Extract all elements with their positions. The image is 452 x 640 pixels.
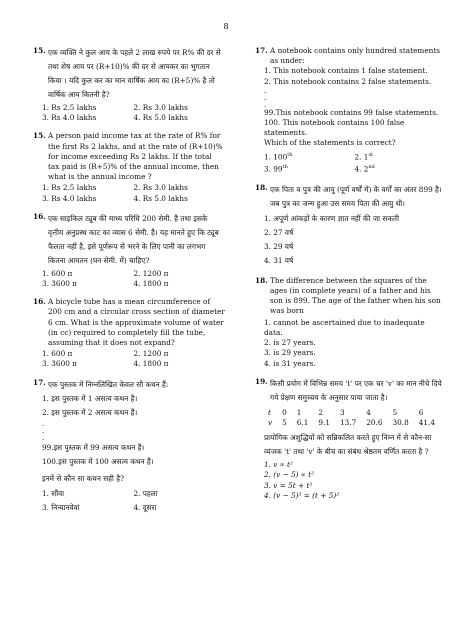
statement-line: 100. This notebook contains 100 false statements. [264, 118, 405, 138]
option-3: 3. 3600 π [42, 359, 77, 369]
table-cell: 2 [318, 407, 324, 417]
table-cell: 3 [340, 407, 345, 417]
option-3: 3. is 29 years. [264, 348, 316, 358]
option-2: 2. पहला [133, 488, 158, 498]
statement-line: 99.This notebook contains 99 false statements. [264, 107, 439, 117]
row-label: v [268, 417, 273, 427]
question-text: किसी प्रयोग में विभिन्न समय 't' पर एक चर 'v' का मान नीचे दिये गये प्रेक्षण समुच्चय के अनुसार पाया जाता है। [270, 378, 442, 402]
question-number: 16. [33, 211, 46, 221]
row-label: t [268, 407, 271, 417]
statement-line: 1. इस पुस्तक में 1 असत्य कथन है। [42, 393, 138, 403]
option-4: 4. 31 वर्ष [264, 255, 294, 265]
option-2: 2. 1200 π [133, 268, 169, 278]
option-3: 3. Rs 4.0 lakhs [42, 113, 97, 123]
option-2: 2. Rs 3.0 lakhs [133, 183, 188, 193]
question-number: 15. [33, 131, 46, 141]
question-text: A notebook contains only hundred statements as under: [270, 46, 441, 66]
option-4: 4. दूसरा [133, 502, 157, 512]
option-1: 1. cannot be ascertained due to inadequate data. [264, 317, 425, 337]
question-number: 19. [255, 376, 268, 386]
table-cell: 1 [296, 407, 302, 417]
option-1: 1. Rs 2.5 lakhs [42, 103, 97, 112]
table-cell: 4 [366, 407, 371, 417]
ellipsis-dot: . [264, 99, 267, 109]
table-row-v [263, 418, 440, 428]
question-16-english [33, 297, 225, 369]
option-2: 2. 1st [354, 151, 374, 162]
question-text: एक साइकिल ट्यूब की माध्य परिधि 200 सेमी. है तथा इसके वृत्तीय अनुप्रस्थ काट का व्यास 6 सेमी. है। यह मानते हुए कि ट्यूब फैलता नहीं है, इसे पूर्णरूप से भरने के लिए पानी का लगभग कितना आयतन (घन सेमी. में) चाहिए? [48, 213, 219, 265]
statement-line: 99.इस पुस्तक में 99 असत्य कथन हैं। [42, 442, 145, 452]
option-1: 1. अपूर्ण आंकड़ों के कारण ज्ञात नहीं की जा सकती [264, 213, 399, 223]
question-19-hindi [255, 377, 445, 501]
ellipsis-dot: . [264, 85, 267, 95]
option-3: 3. 29 वर्ष [264, 241, 294, 251]
question-18-english [255, 276, 445, 369]
question-text: A person paid income tax at the rate of R% for the first Rs 2 lakhs, and at the rate of (R+10)% for income exceeding Rs 2 lakhs. If the total tax paid is (R+5)% of the annual income, then what is the annual income ? [48, 131, 223, 182]
option-4: 4. 1800 π [133, 359, 169, 369]
option-3: 3. v = 5t + t² [264, 480, 313, 490]
statement-line: 1. This notebook contains 1 false statement. [264, 66, 428, 76]
option-1: 1. 600 π [42, 349, 73, 359]
right-column [255, 46, 445, 509]
question-15-english [33, 131, 225, 203]
left-column [33, 46, 225, 523]
option-3: 3. 99th [264, 164, 288, 174]
option-4: 4. is 31 years. [264, 358, 316, 368]
option-1: 1. v ∝ t² [264, 460, 293, 470]
question-text: एक पिता व पुत्र की आयु (पूर्ण वर्षों में) के वर्गों का अंतर 899 है। जब पुत्र का जन्म हुआ उस समय पिता की आयु थी। [270, 184, 442, 208]
table-cell: 6.1 [296, 417, 309, 427]
ellipsis-dot: . [264, 92, 267, 102]
option-1: 1. 600 π [42, 268, 73, 278]
question-number: 15. [33, 46, 46, 55]
option-1: 1. 100th [264, 151, 293, 162]
option-3: 3. Rs 4.0 lakhs [42, 193, 97, 203]
question-number: 16. [33, 297, 46, 307]
question-number: 18. [255, 182, 268, 192]
observation-table [263, 408, 440, 428]
option-2: 2. 27 वर्ष [264, 227, 294, 237]
ellipsis-dot: . [42, 418, 45, 428]
option-4: 4. Rs 5.0 lakhs [133, 113, 188, 123]
table-cell: 41.4 [418, 417, 435, 427]
question-17-hindi [33, 378, 225, 515]
table-row-t [263, 408, 440, 418]
question-number: 17. [255, 46, 268, 55]
ellipsis-dot: . [42, 432, 45, 442]
option-2: 2. (v − 5) ∝ t² [264, 470, 314, 480]
table-cell: 20.6 [366, 417, 383, 427]
question-text: The difference between the squares of the ages (in complete years) of a father and his son is 899. The age of the father when his son was born [270, 275, 441, 316]
table-cell: 0 [282, 407, 287, 417]
question-number: 17. [33, 377, 46, 387]
question-text: एक पुस्तक में निम्नलिखित केवल सौ कथन हैं: [48, 379, 169, 389]
option-2: 2. Rs 3.0 lakhs [133, 103, 188, 112]
option-1: 1. सौंवा [42, 488, 65, 498]
option-3: 3. निन्यानवेवां [42, 502, 80, 512]
question-prompt: इनमें से कौन सा कथन सही है? [42, 473, 125, 483]
table-cell: 5 [282, 417, 287, 427]
option-3: 3. 3600 π [42, 279, 77, 289]
option-2: 2. is 27 years. [264, 338, 316, 348]
table-cell: 30.8 [392, 417, 409, 427]
question-16-hindi [33, 212, 225, 289]
option-4: 4. (v − 5)² = (t + 5)² [264, 490, 340, 500]
question-number: 18. [255, 275, 268, 285]
option-4: 4. 2nd [354, 164, 375, 174]
option-2: 2. 1200 π [133, 349, 169, 359]
statement-line: 2. This notebook contains 2 false statements. [264, 76, 432, 86]
question-prompt: प्रायोगिक अशुद्धियों को सन्निकलित करते हुए निम्न में से कौन-सा व्यंजक 't' तथा 'v' के बीच का संबंध श्रेष्ठतम वर्णित करता है ? [264, 433, 432, 457]
ellipsis-dot: . [42, 425, 45, 435]
page-number: 8 [223, 22, 229, 31]
table-cell: 6 [418, 407, 424, 417]
statement-line: 100.इस पुस्तक में 100 असत्य कथन हैं। [42, 456, 154, 466]
option-1: 1. Rs 2.5 lakhs [42, 183, 97, 193]
option-4: 4. 1800 π [133, 279, 169, 289]
question-15-hindi [33, 46, 225, 123]
table-cell: 13.7 [340, 417, 357, 427]
question-text: A bicycle tube has a mean circumference of 200 cm and a circular cross section of diameter 6 cm. What is the approximate volume of water (in cc) required to completely fill the tube, assuming that it does not expand? [48, 297, 225, 348]
question-17-english [255, 46, 445, 175]
question-18-hindi [255, 183, 445, 268]
table-cell: 5 [392, 407, 398, 417]
table-cell: 9.1 [318, 417, 330, 427]
statement-line: 2. इस पुस्तक में 2 असत्य कथन हैं। [42, 407, 138, 417]
question-prompt: Which of the statements is correct? [264, 138, 396, 148]
question-text: एक व्यक्ति ने कुल आय के पहले 2 लाख रुपये पर R% की दर से तथा शेष आय पर (R+10)% की दर से आयकर का भुगतान किया । यदि कुल कर का मान वार्षिक आय का (R+5)% है तो वार्षिक आय कितनी है? [48, 48, 221, 99]
option-4: 4. Rs 5.0 lakhs [133, 193, 188, 203]
